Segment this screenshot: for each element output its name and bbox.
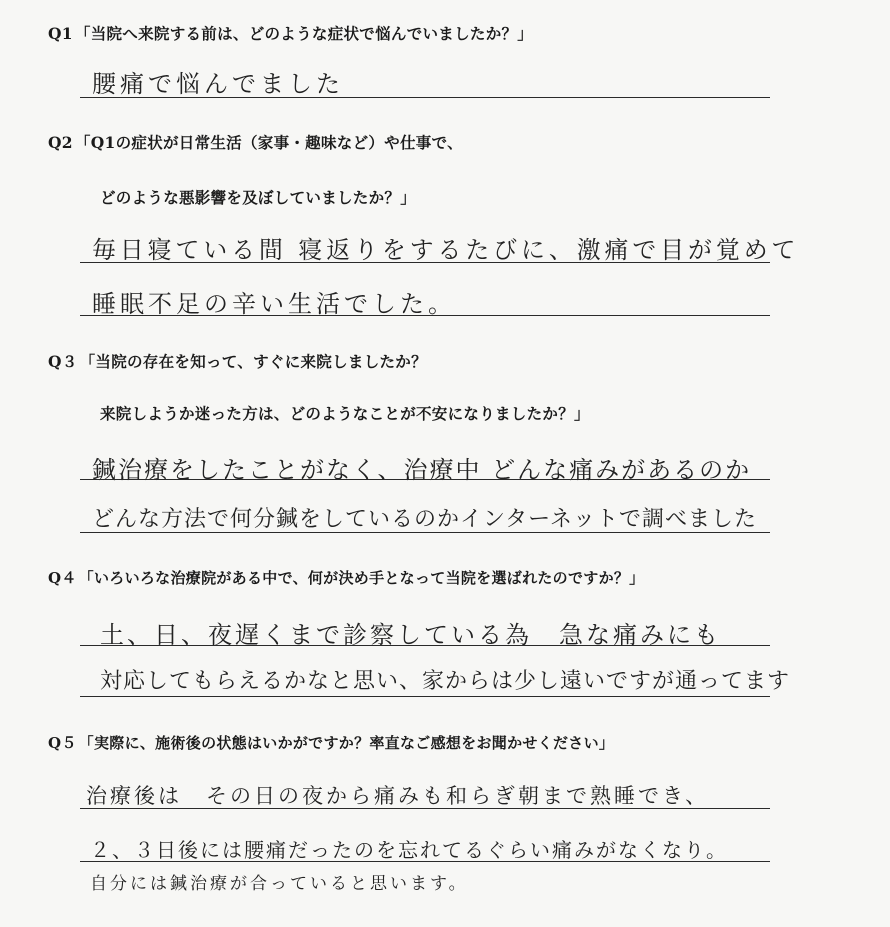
question-4 — [48, 567, 644, 588]
question-4-number: Q４ — [48, 569, 77, 587]
question-1-number: Q1 — [48, 24, 73, 43]
answer-2-line-2: 睡眠不足の辛い生活でした。 — [92, 290, 456, 318]
question-3-text-line-2: 来院しようか迷った方は、どのようなことが不安になりましたか？」 — [100, 404, 590, 423]
answer-5-rule-1 — [80, 808, 770, 809]
question-2-text-line-1: 「Q1の症状が日常生活（家事・趣味など）や仕事で、 — [74, 133, 463, 152]
answer-2-line-1: 毎日寝ている間 寝返りをするたびに、激痛で目が覚めて — [92, 236, 800, 264]
question-5 — [48, 732, 614, 753]
question-2 — [48, 131, 463, 153]
question-3-text-line-1: 「当院の存在を知って、すぐに来院しましたか？ — [79, 352, 427, 371]
question-1-text: 「当院へ来院する前は、どのような症状で悩んでいましたか？」 — [74, 24, 534, 43]
answer-4-line-2: 対応してもらえるかなと思い、家からは少し遠いですが通ってます — [100, 669, 791, 694]
answer-3-line-1: 鍼治療をしたことがなく、治療中 どんな痛みがあるのか — [92, 456, 752, 484]
answer-1-rule-1 — [80, 97, 770, 98]
question-2-text-line-2: どのような悪影響を及ぼしていましたか？」 — [100, 188, 417, 207]
answer-4-line-1: 土、日、夜遅くまで診察している為 急な痛みにも — [100, 621, 721, 649]
answer-5-line-2: ２、３日後には腰痛だったのを忘れてるぐらい痛みがなくなり。 — [90, 838, 728, 862]
answer-5-line-3: 自分には鍼治療が合っていると思います。 — [90, 874, 469, 894]
answer-4-rule-2 — [80, 696, 770, 697]
question-2-number: Q2 — [48, 133, 73, 152]
answer-3-line-2: どんな方法で何分鍼をしているのかインターネットで調べました — [92, 507, 758, 532]
answer-5-rule-2 — [80, 861, 770, 862]
question-5-text: 「実際に、施術後の状態はいかがですか？率直なご感想をお聞かせください」 — [78, 734, 615, 752]
question-1 — [48, 22, 533, 44]
answer-3-rule-2 — [80, 532, 770, 533]
answer-5-line-1: 治療後は その日の夜から痛みも和らぎ朝まで熟睡でき、 — [86, 784, 710, 808]
answer-2-rule-1 — [80, 262, 770, 263]
question-5-number: Q５ — [48, 734, 77, 752]
question-4-text: 「いろいろな治療院がある中で、何が決め手となって当院を選ばれたのですか？」 — [78, 569, 645, 587]
question-3-number: Q３ — [48, 352, 78, 371]
answer-2-rule-2 — [80, 315, 770, 316]
question-3 — [48, 350, 427, 372]
answer-3-rule-1 — [80, 479, 770, 480]
answer-1-line-1: 腰痛で悩んでました — [92, 70, 344, 98]
answer-4-rule-1 — [80, 645, 770, 646]
